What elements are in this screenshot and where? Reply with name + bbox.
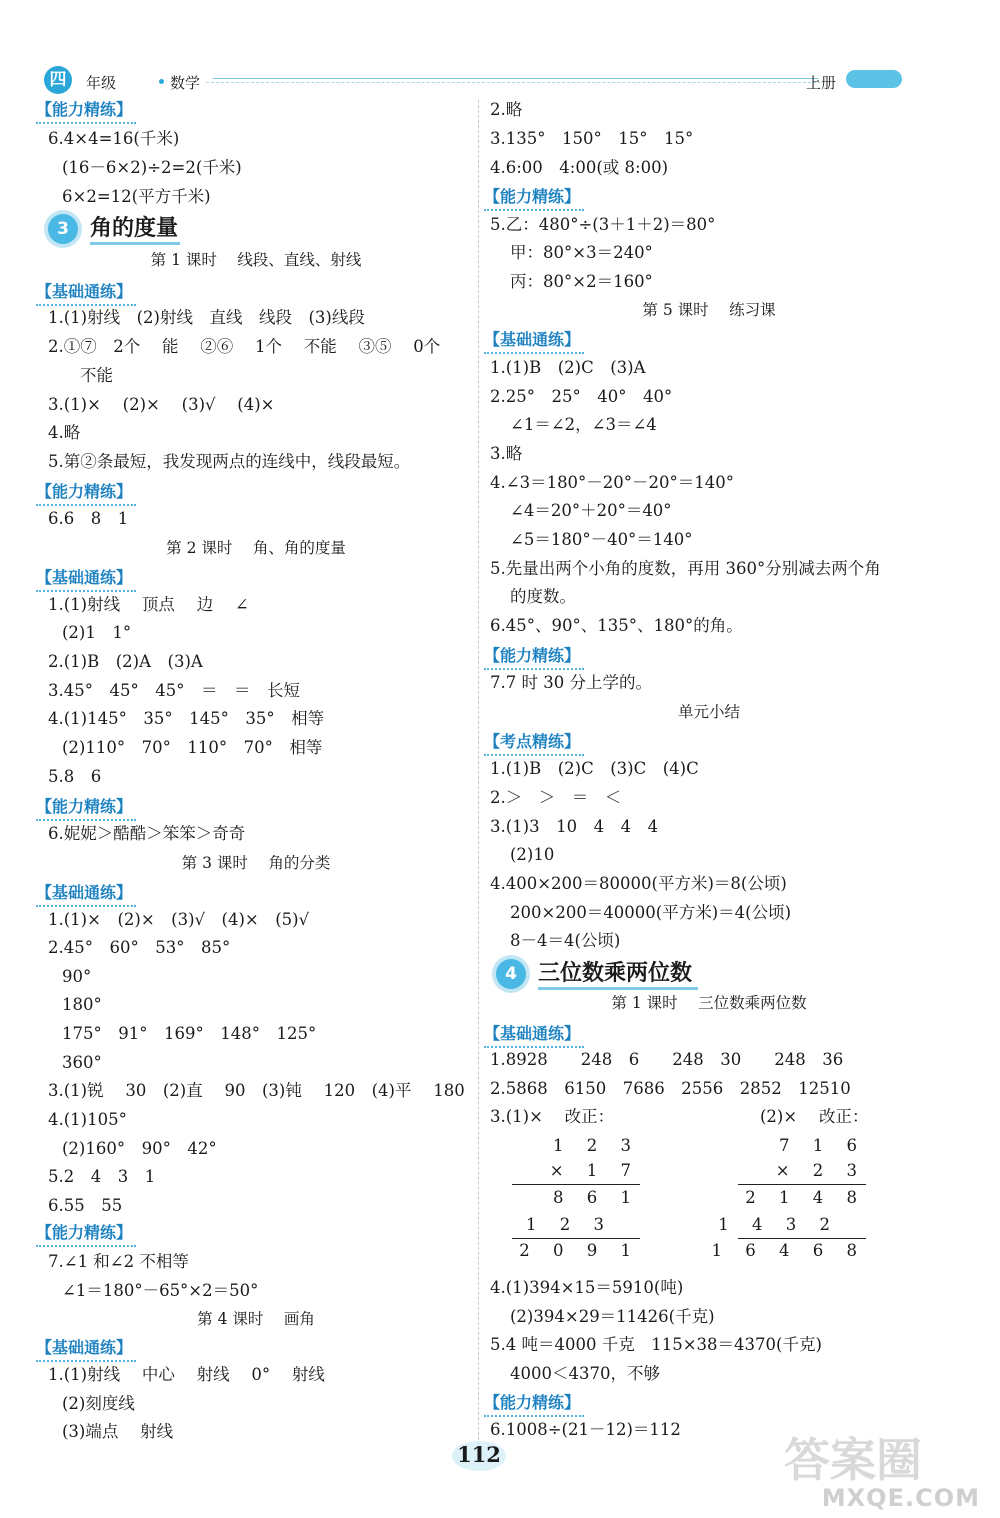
answer-line: 2.5868 6150 7686 2556 2852 12510	[490, 1079, 851, 1098]
tag-underline	[484, 209, 584, 211]
answer-line: ∠5＝180°－40°＝140°	[510, 530, 693, 549]
tag-underline	[484, 352, 584, 354]
answer-line: 丙：80°×2＝160°	[510, 272, 653, 291]
header-rule-upper	[213, 78, 818, 79]
header-dot-icon	[159, 79, 164, 84]
answer-line: 2.45° 60° 53° 85°	[48, 938, 231, 957]
answer-line: 5.第②条最短，我发现两点的连线中，线段最短。	[48, 452, 411, 471]
tag-underline	[36, 905, 136, 907]
answer-line: (2)394×29＝11426(千克)	[510, 1307, 715, 1326]
vertical-multiplication-1	[510, 1132, 640, 1262]
answer-line: 1.8928 248 6 248 30 248 36	[490, 1050, 844, 1069]
volume-label: 上册	[806, 74, 837, 92]
calc-rule	[512, 1238, 640, 1239]
answer-line: 6.45°、90°、135°、180°的角。	[490, 616, 743, 635]
tag-underline	[484, 1415, 584, 1417]
answer-line: 6×2=12(平方千米)	[62, 187, 211, 206]
answer-line: 4.6:00 4:00(或 8:00)	[490, 158, 669, 177]
answer-line: 1.(1)射线 中心 射线 0° 射线	[48, 1365, 325, 1384]
tag-underline	[36, 590, 136, 592]
section-tag: 【能力精练】	[36, 1223, 133, 1242]
tag-underline	[36, 304, 136, 306]
answer-line: (2)110° 70° 110° 70° 相等	[62, 738, 323, 757]
answer-line: 360°	[62, 1053, 102, 1072]
tag-underline	[484, 668, 584, 670]
calc-line: 2 1 4 8	[745, 1188, 866, 1207]
answer-line: (2)刻度线	[62, 1394, 135, 1413]
answer-line: ∠1＝180°－65°×2＝50°	[62, 1281, 259, 1300]
tag-underline	[484, 1046, 584, 1048]
answer-line: 3.(1)× 改正：	[490, 1107, 615, 1126]
answer-line: (2)× 改正：	[760, 1107, 869, 1126]
lesson-heading: 第 2 课时 角、角的度量	[166, 539, 346, 557]
calc-line: × 1 7	[549, 1161, 640, 1180]
chapter-title: 三位数乘两位数	[538, 960, 693, 986]
chapter-number-badge: 4	[496, 959, 526, 989]
answer-line: 1.(1)B (2)C (3)C (4)C	[490, 759, 699, 778]
answer-line: 6.4×4=16(千米)	[48, 129, 180, 148]
calc-line: 1 2 3	[553, 1136, 640, 1155]
section-tag: 【能力精练】	[484, 1393, 581, 1412]
answer-line: 1.(1)× (2)× (3)√ (4)× (5)√	[48, 910, 310, 929]
answer-line: 7.∠1 和∠2 不相等	[48, 1252, 189, 1271]
tag-underline	[36, 819, 136, 821]
answer-line: 8－4＝4(公顷)	[510, 931, 621, 950]
calc-rule	[512, 1184, 640, 1185]
answer-line: 6.55 55	[48, 1196, 123, 1215]
answer-line: 1.(1)B (2)C (3)A	[490, 358, 646, 377]
page-number: 112	[457, 1442, 501, 1467]
chapter-title-underline	[538, 987, 698, 990]
lesson-heading: 第 5 课时 练习课	[642, 301, 776, 319]
answer-line: 3.(1)锐 30 (2)直 90 (3)钝 120 (4)平 180	[48, 1081, 465, 1100]
watermark-logo: 答案圈	[784, 1433, 922, 1487]
grade-label: 年级	[86, 74, 117, 92]
answer-line: 3.(1)× (2)× (3)√ (4)×	[48, 395, 275, 414]
calc-line: 8 6 1	[553, 1188, 640, 1207]
header-ribbon-icon	[846, 70, 902, 88]
tag-underline	[36, 1245, 136, 1247]
column-divider	[478, 100, 479, 1450]
tag-underline	[36, 122, 136, 124]
answer-line: 甲：80°×3＝240°	[510, 243, 653, 262]
answer-line: 2.略	[490, 100, 523, 119]
answer-line: 4.∠3＝180°－20°－20°＝140°	[490, 473, 735, 492]
section-tag: 【基础通练】	[484, 1024, 581, 1043]
page-header	[38, 64, 908, 98]
section-tag: 【基础通练】	[36, 568, 133, 587]
answer-line: (2)10	[510, 845, 555, 864]
section-tag: 【能力精练】	[484, 646, 581, 665]
vertical-multiplication-2	[711, 1132, 866, 1262]
section-tag: 【基础通练】	[36, 883, 133, 902]
answer-line: 7.7 时 30 分上学的。	[490, 673, 652, 692]
answer-line: (2)160° 90° 42°	[62, 1139, 217, 1158]
section-tag: 【能力精练】	[36, 482, 133, 501]
answer-line: 5.4 吨＝4000 千克 115×38＝4370(千克)	[490, 1335, 822, 1354]
answer-line: 6.妮妮＞酷酷＞笨笨＞奇奇	[48, 824, 246, 843]
calc-line: 2 0 9 1	[519, 1241, 640, 1260]
answer-line: 4.略	[48, 423, 81, 442]
answer-line: 3.135° 150° 15° 15°	[490, 129, 694, 148]
section-tag: 【能力精练】	[36, 100, 133, 119]
lesson-heading: 第 1 课时 三位数乘两位数	[611, 994, 807, 1012]
answer-line: 5.乙：480°÷(3＋1＋2)＝80°	[490, 215, 716, 234]
answer-line: 1.(1)射线 (2)射线 直线 线段 (3)线段	[48, 308, 365, 327]
answer-line: 4.400×200＝80000(平方米)＝8(公顷)	[490, 874, 787, 893]
answer-line: 2.＞ ＞ ＝ ＜	[490, 788, 622, 807]
watermark-url: MXQE.COM	[821, 1484, 980, 1512]
answer-line: 2.①⑦ 2个 能 ②⑥ 1个 不能 ③⑤ 0个	[48, 337, 441, 356]
answer-line: 175° 91° 169° 148° 125°	[62, 1024, 317, 1043]
calc-line: 1 6 4 6 8	[711, 1241, 866, 1260]
answer-line: 90°	[62, 967, 92, 986]
answer-line: (2)1 1°	[62, 623, 132, 642]
answer-line: (3)端点 射线	[62, 1422, 174, 1441]
lesson-heading: 第 4 课时 画角	[197, 1310, 315, 1328]
answer-line: 4000＜4370，不够	[510, 1364, 660, 1383]
calc-line: 1 2 3	[526, 1215, 613, 1234]
answer-line: 4.(1)105°	[48, 1110, 127, 1129]
tag-underline	[36, 504, 136, 506]
section-tag: 【能力精练】	[36, 797, 133, 816]
header-rule	[206, 82, 821, 83]
answer-line: 的度数。	[510, 587, 576, 606]
answer-line: ∠4＝20°＋20°＝40°	[510, 501, 672, 520]
answer-line: 4.(1)394×15＝5910(吨)	[490, 1278, 684, 1297]
calc-line: × 2 3	[775, 1161, 866, 1180]
section-tag: 【能力精练】	[484, 187, 581, 206]
answer-line: 4.(1)145° 35° 145° 35° 相等	[48, 709, 325, 728]
section-tag: 【考点精练】	[484, 732, 581, 751]
chapter-title: 角的度量	[90, 215, 179, 241]
lesson-heading: 第 3 课时 角的分类	[181, 854, 331, 872]
chapter-number-badge: 3	[48, 214, 78, 244]
answer-line: 不能	[80, 366, 113, 385]
calc-rule	[738, 1238, 866, 1239]
watermark	[770, 1432, 980, 1510]
answer-line: 3.(1)3 10 4 4 4	[490, 817, 659, 836]
answer-line: ∠1＝∠2，∠3＝∠4	[510, 415, 657, 434]
answer-line: 5.先量出两个小角的度数，再用 360°分别减去两个角	[490, 559, 881, 578]
answer-line: (16－6×2)÷2=2(千米)	[62, 158, 242, 177]
lesson-heading: 第 1 课时 线段、直线、射线	[150, 251, 362, 269]
answer-line: 2.25° 25° 40° 40°	[490, 387, 673, 406]
answer-line: 200×200＝40000(平方米)＝4(公顷)	[510, 903, 792, 922]
section-tag: 【基础通练】	[36, 1338, 133, 1357]
grade-badge: 四	[44, 66, 72, 94]
answer-line: 3.略	[490, 444, 523, 463]
section-tag: 【基础通练】	[36, 282, 133, 301]
tag-underline	[36, 1360, 136, 1362]
calc-line: 7 1 6	[779, 1136, 866, 1155]
answer-line: 2.(1)B (2)A (3)A	[48, 652, 203, 671]
answer-line: 3.45° 45° 45° ＝ ＝ 长短	[48, 681, 300, 700]
answer-line: 6.1008÷(21－12)＝112	[490, 1420, 681, 1439]
calc-line: 1 4 3 2	[718, 1215, 839, 1234]
section-tag: 【基础通练】	[484, 330, 581, 349]
answer-line: 180°	[62, 995, 102, 1014]
section-heading: 单元小结	[677, 703, 740, 721]
tag-underline	[484, 754, 584, 756]
answer-line: 1.(1)射线 顶点 边 ∠	[48, 595, 249, 614]
answer-line: 6.6 8 1	[48, 509, 129, 528]
chapter-title-underline	[90, 242, 180, 245]
subject-label: 数学	[170, 74, 201, 92]
answer-line: 5.2 4 3 1	[48, 1167, 156, 1186]
calc-rule	[738, 1184, 866, 1185]
answer-line: 5.8 6	[48, 767, 102, 786]
